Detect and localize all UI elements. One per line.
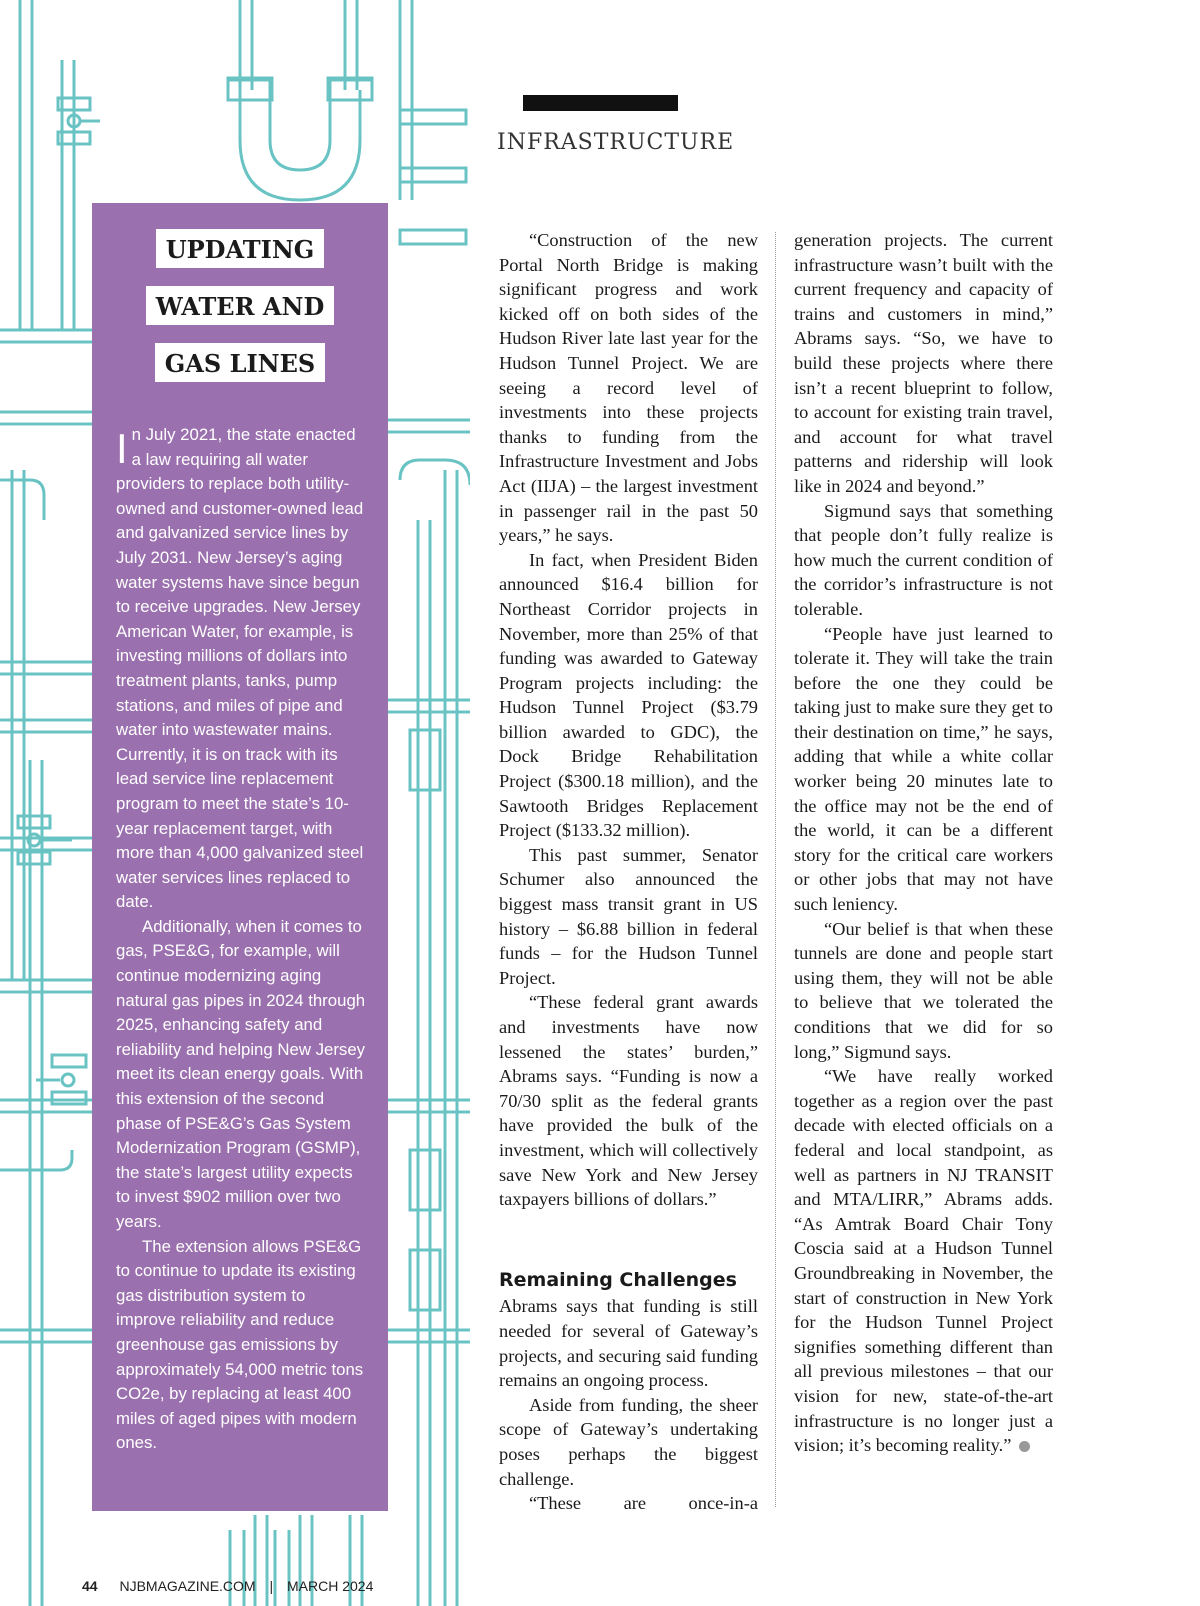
- footer-separator: |: [269, 1578, 274, 1594]
- article-column-2: [794, 228, 1053, 1458]
- article-paragraph: Sigmund says that something that people don’t fully realize is how much the current condition of the corridor’s infrastructure is not tolerable.: [794, 500, 1053, 619]
- sidebar-title: [92, 229, 388, 400]
- sidebar-box: [92, 203, 388, 1511]
- article-paragraph: “These are once-in-a: [529, 1493, 758, 1514]
- footer-issue: MARCH 2024: [287, 1578, 374, 1594]
- article-paragraph: “Our belief is that when these tunnels are done and people start using them, they will not be able to believe that we tolerated the conditions that we did for so long,” Sigmund says.: [794, 918, 1053, 1062]
- sidebar-paragraph: In July 2021, the state enacted a law requiring all water providers to replace both utility-owned and customer-owned lead and galvanized service lines by July 2031. New Jersey’s aging water systems have since begun to receive upgrades. New Jersey American Water, for example, is investing millions of dollars into treatment plants, tanks, pump stations, and miles of pipe and water into wastewater mains. Currently, it is on track with its lead service line replacement program to meet the state’s 10-year replacement target, with more than 4,000 galvanized steel water services lines replaced to date.: [116, 425, 364, 912]
- end-mark-icon: [1019, 1441, 1030, 1452]
- article-paragraph: generation projects. The current infrastructure wasn’t built with the current frequency and capacity of trains and customers in mind,” Abrams says. “So, we have to build these projects where there isn’t a recent blueprint to follow, to account for existing train travel, and account for what travel patterns and ridership will look like in 2024 and beyond.”: [794, 230, 1053, 496]
- section-subhead: Remaining Challenges: [499, 1268, 737, 1291]
- section-bar: [523, 95, 678, 111]
- article-paragraph: Abrams says that funding is still needed for several of Gateway’s projects, and securing said funding remains an ongoing process.: [499, 1296, 758, 1391]
- page-footer: [82, 1578, 373, 1594]
- sidebar-paragraph: The extension allows PSE&G to continue to update its existing gas distribution system to improve reliability and reduce greenhouse gas emissions by approximately 54,000 metric tons CO2e, by replacing at least 400 miles of aged pipes with modern ones.: [116, 1236, 364, 1453]
- article-paragraph: In fact, when President Biden announced $16.4 billion for Northeast Corridor projects in November, more than 25% of that funding was awarded to Gateway Program projects including: the Hudson Tunnel Project ($3.79 billion awarded to GDC), the Dock Bridge Rehabilitation Project ($300.18 million), and the Sawtooth Bridges Replacement Project ($133.32 million).: [499, 549, 758, 841]
- article-paragraph: “People have just learned to tolerate it. They will take the train before the one they could be taking just to make sure they get to their destination on time,” he says, adding that while a white collar worker being 20 minutes late to the office may not be the end of the world, it can be a different story for the critical care workers or other jobs that may not have such leniency.: [794, 623, 1053, 915]
- sidebar-title-line: UPDATING: [156, 229, 325, 268]
- sidebar-body: [116, 423, 366, 1456]
- sidebar-title-line: WATER AND: [146, 286, 335, 325]
- drop-cap: I: [116, 425, 128, 472]
- article-paragraph: Aside from funding, the sheer scope of Gateway’s undertaking poses perhaps the biggest challenge.: [499, 1394, 758, 1489]
- sidebar-paragraph: Additionally, when it comes to gas, PSE&G, for example, will continue modernizing aging natural gas pipes in 2024 through 2025, enhancing safety and reliability and helping New Jersey meet its clean energy goals. With this extension of the second phase of PSE&G’s Gas System Modernization Program (GSMP), the state’s largest utility expects to invest $902 million over two years.: [116, 916, 366, 1231]
- article-paragraph: “Construction of the new Portal North Bridge is making significant progress and work kicked off on both sides of the Hudson River late last year for the Hudson Tunnel Project. We are seeing a record level of investments into these projects thanks to funding from the Infrastructure Investment and Jobs Act (IIJA) – the largest investment in passenger rail in the past 50 years,” he says.: [499, 230, 758, 546]
- sidebar-title-line: GAS LINES: [155, 343, 325, 382]
- article-paragraph: “These federal grant awards and investments have now lessened the states’ burden,” Abrams says. “Funding is now a 70/30 split as the federal grants have provided the bulk of the investment, which will collectively save New York and New Jersey taxpayers billions of dollars.”: [499, 992, 758, 1210]
- section-label: INFRASTRUCTURE: [497, 130, 735, 155]
- column-divider: [775, 232, 776, 1507]
- footer-site: NJBMAGAZINE.COM: [119, 1578, 256, 1594]
- article-paragraph: “We have really worked together as a region over the past decade with elected officials on a federal and local standpoint, as well as partners in NJ TRANSIT and MTA/LIRR,” Abrams adds. “As Amtrak Board Chair Tony Coscia said at a Hudson Tunnel Groundbreaking in November, the start of construction in New York for the Hudson Tunnel Project signifies something different than all previous milestones – that our vision for new, state-of-the-art infrastructure is no longer just a vision; it’s becoming reality.”: [794, 1066, 1053, 1456]
- article-paragraph: This past summer, Senator Schumer also announced the biggest mass transit grant in US history – $6.88 billion in federal funds – for the Hudson Tunnel Project.: [499, 844, 758, 988]
- article-column-1: [499, 228, 758, 1516]
- page-number: 44: [82, 1578, 98, 1594]
